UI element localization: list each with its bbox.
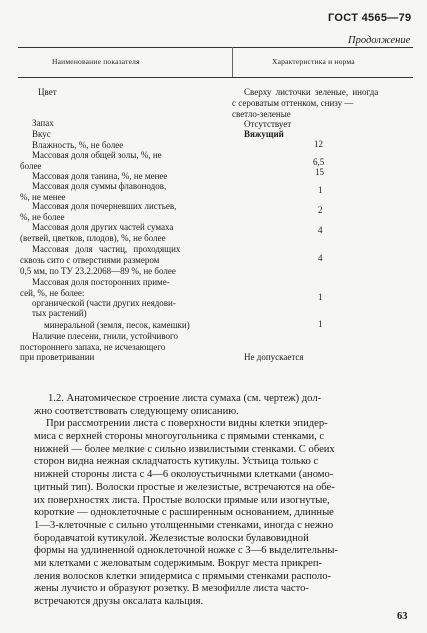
- paragraph-line: нижней — более мелкие с сильно извилистыми стенками. С обеих: [34, 443, 335, 455]
- row-value: Сверху листочки зеленые, иногда: [244, 87, 379, 97]
- row-name: Наличие плесени, гнили, устойчивого: [32, 331, 178, 341]
- paragraph-line: ми клетками с желоватым содержимым. Вокруг места прикреп-: [34, 557, 323, 569]
- row-name: сей, %, не более:: [20, 288, 85, 298]
- row-value: Не допускается: [244, 352, 304, 362]
- page-number: 63: [397, 611, 408, 622]
- paragraph-line: 1—3-клеточные с сильно утолщенными стенками, иногда с нежно: [34, 519, 334, 531]
- column-header-name: Наименование показателя: [52, 57, 140, 66]
- paragraph-line: их поверхностях листа. Простые волоски прямые или изогнутые,: [34, 494, 330, 506]
- row-name: Массовая доля суммы флавонодов,: [32, 181, 167, 191]
- column-header-norm: Характеристика и норма: [272, 57, 355, 66]
- row-value: 1: [318, 292, 323, 302]
- row-name: (ветвей, цветков, плодов), %, не более: [20, 233, 166, 243]
- row-name: Влажность, %, не более: [32, 140, 124, 150]
- row-name: %, не менее: [20, 192, 66, 202]
- paragraph-line: нижней стороны листа с 4—6 околоустьичными клетками (аномо-: [34, 469, 334, 481]
- row-value: 4: [318, 225, 323, 235]
- row-name: Цвет: [38, 87, 57, 97]
- row-value: с сероватым оттенком, снизу —: [232, 98, 354, 108]
- row-name: Массовая доля почерневших листьев,: [32, 201, 177, 211]
- paragraph-line: 1.2. Анатомическое строение листа сумаха (см. чертеж) дол-: [48, 393, 322, 404]
- paragraph-line: жены лучисто и образуют розетку. В мезофилле листа часто-: [34, 583, 309, 595]
- row-value: 2: [318, 205, 323, 215]
- row-value: Отсутствует: [244, 119, 292, 129]
- row-value: 4: [318, 253, 323, 263]
- row-name: %, не более: [20, 212, 65, 222]
- continuation-label: Продолжение: [348, 35, 411, 46]
- row-name: Массовая доля других частей сумаха: [32, 222, 174, 232]
- paragraph-line: формы на удлиненной одноклеточной ножке с 3—6 выделительны-: [34, 545, 339, 557]
- row-value: Вяжущий: [244, 129, 284, 139]
- row-value: 1: [318, 185, 323, 195]
- row-name: 0,5 мм, по ТУ 23.2.2068—89 %, не более: [20, 266, 176, 276]
- row-value: 15: [315, 167, 324, 177]
- row-value: 12: [314, 139, 323, 149]
- row-name: Массовая доля общей золы, %, не: [32, 150, 162, 160]
- row-name: более: [20, 161, 42, 171]
- standard-number: ГОСТ 4565—79: [328, 12, 412, 24]
- row-value: 6,5: [313, 157, 325, 167]
- row-name: сквозь сито с отверстиями размером: [20, 255, 160, 265]
- row-name: Запах: [32, 118, 54, 128]
- paragraph-line: сторон видна нежная складчатость кутикулы. Устьица только с: [34, 456, 319, 468]
- row-name: органической (части других неядови-: [32, 298, 176, 308]
- paragraph-line: цитный тип). Волоски простые и железистые, встречаются на обе-: [34, 481, 335, 493]
- row-name: Массовая доля танина, %, не менее: [32, 171, 168, 181]
- table-top-rule: [18, 47, 413, 48]
- table-header-rule: [18, 77, 413, 78]
- paragraph-line: ления волосков клетки эпидермиса с прямыми стенками располо-: [34, 570, 332, 582]
- paragraph-line: При рассмотрении листа с поверхности видны клетки эпидер-: [46, 418, 328, 430]
- paragraph-line: миса с верхней стороны многоугольника с прямыми стенками, с: [34, 431, 325, 443]
- row-name: постороннего запаха, не исчезающего: [20, 342, 166, 352]
- row-name: тых растений): [32, 308, 87, 318]
- row-name: Вкус: [32, 129, 51, 139]
- row-name: при проветривании: [20, 352, 95, 362]
- row-value: 1: [318, 319, 323, 329]
- row-name: минеральной (земля, песок, камешки): [44, 320, 190, 330]
- row-name: Массовая доля частиц, проходящих: [32, 244, 181, 254]
- row-value: светло-зеленые: [232, 109, 291, 119]
- paragraph-line: бородавчатой кутикулой. Железистые волоски булавовидной: [34, 532, 309, 544]
- paragraph-line: жно соответствовать следующему описанию.: [34, 405, 239, 417]
- paragraph-line: короткие — одноклеточные с расширенным основанием, длинные: [34, 507, 334, 519]
- table-column-divider: [232, 47, 233, 77]
- paragraph-line: встречаются друзы оксалата кальция.: [34, 596, 204, 607]
- row-name: Массовая доля посторонних приме-: [32, 277, 170, 287]
